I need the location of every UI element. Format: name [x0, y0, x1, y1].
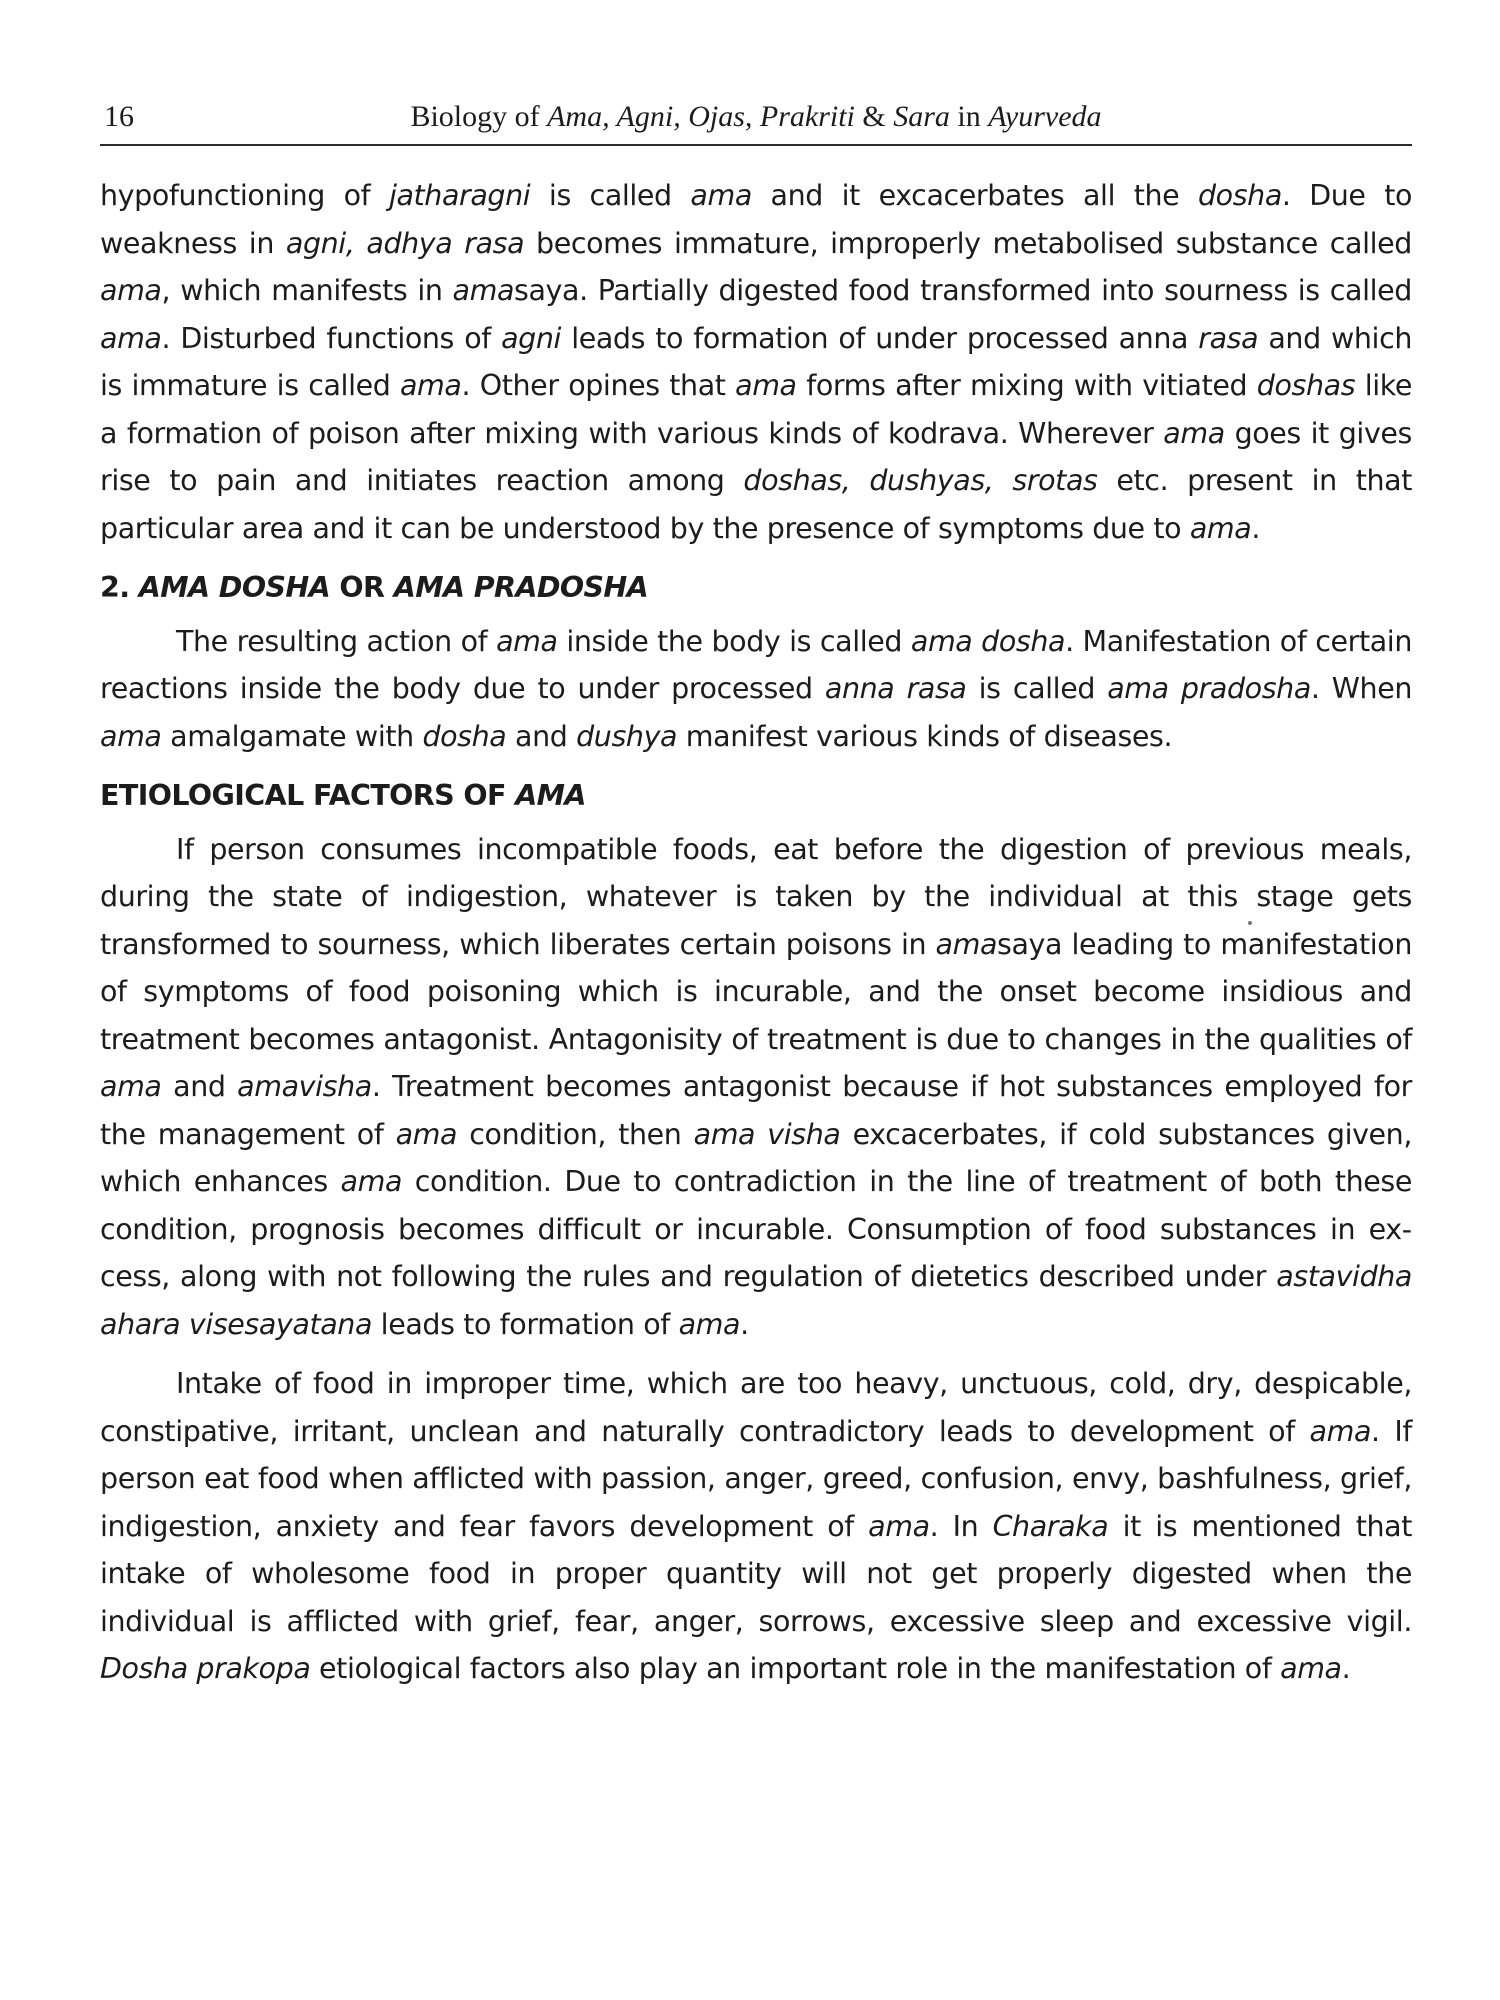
- text-run: condition, then: [457, 1117, 694, 1151]
- text-run: leads to formation of: [372, 1307, 679, 1341]
- italic-term: Charaka: [992, 1509, 1109, 1543]
- text-run: goes it gives rise to pain and initiates reaction among: [100, 416, 1412, 497]
- text-run: and: [161, 1070, 238, 1103]
- text-run: forms after mixing with vitiated: [796, 369, 1257, 402]
- italic-term: Dosha prakopa: [100, 1652, 311, 1685]
- italic-term: ama: [100, 719, 162, 753]
- title-part-italic: Ama, Agni, Ojas, Prakriti: [547, 100, 855, 133]
- text-run: saya leading to manifestation of symptoms of food poisoning which is incurable, and the onset become insidious and treatment becomes antagonist. Antagonisity of treatment is due to changes in the qualities of: [100, 927, 1412, 1056]
- body-text: [100, 172, 1412, 1693]
- italic-term: dushya: [576, 719, 678, 753]
- italic-term: ama: [1309, 1414, 1372, 1448]
- italic-term: doshas: [1256, 369, 1356, 402]
- italic-term: ama: [1163, 416, 1225, 450]
- italic-term: AMA DOSHA: [138, 571, 331, 604]
- italic-term: amavisha: [237, 1070, 372, 1103]
- book-page: [100, 0, 1412, 2000]
- italic-term: ama: [1280, 1652, 1342, 1685]
- text-run: . When: [1310, 672, 1413, 705]
- text-run: . Disturbed functions of: [161, 321, 502, 355]
- paragraph: [100, 1360, 1412, 1693]
- paragraph: [100, 172, 1412, 552]
- text-run: it is mentioned that intake of wholesome food in proper quantity will not get properly digested when the individual is afflicted with grief, fear, anger, sorrows, excessive sleep and excessive vigil.: [100, 1509, 1412, 1638]
- text-run: etiological factors also play an important role in the manifestation of: [310, 1652, 1281, 1685]
- title-part-italic: Sara: [893, 100, 950, 133]
- text-run: excacerbates, if cold substances given, which enhances: [100, 1117, 1413, 1198]
- text-run: . Due to weakness in: [100, 179, 1413, 260]
- page-number: 16: [104, 100, 134, 133]
- text-run: Intake of food in improper time, which are too heavy, unctuous, cold, dry, despicable, constipative, irritant, unclean and naturally contradictory leads to development of: [100, 1367, 1412, 1448]
- text-run: manifest various kinds of diseases.: [677, 719, 1173, 753]
- title-part-italic: Ayurveda: [988, 100, 1102, 133]
- text-run: like a formation of poison after mixing with various kinds of kodrava. Wherever: [100, 369, 1412, 450]
- italic-term: doshas, dushyas, srotas: [743, 464, 1098, 497]
- text-run: .: [1341, 1652, 1351, 1685]
- title-part: in: [949, 100, 989, 133]
- italic-term: ama: [678, 1307, 741, 1341]
- text-run: is called: [966, 672, 1108, 705]
- title-part: &: [854, 100, 894, 133]
- running-header: [100, 96, 1412, 146]
- italic-term: ama: [935, 927, 998, 961]
- text-run: is called: [530, 179, 691, 212]
- italic-term: dosha: [422, 719, 507, 753]
- italic-term: ama visha: [693, 1117, 841, 1151]
- italic-term: ama: [496, 624, 558, 658]
- italic-term: ama: [100, 321, 162, 355]
- text-run: If person consumes incompatible foods, eat before the digestion of previous meals, during the state of indigestion, whatever is taken by the individual at this stage gets transformed to sourness, which liberates certain poisons in: [100, 832, 1412, 961]
- text-run: and which is immature is called: [100, 321, 1412, 402]
- text-run: condition. Due to contradiction in the line of treatment of both these condition, prognosis becomes difficult or incurable. Consumption of food substances in excess, along with not following the rules and regulation of dietetics described under: [100, 1165, 1412, 1293]
- italic-term: jatharagni: [388, 179, 531, 212]
- text-run: 2.: [100, 571, 139, 604]
- italic-term: dosha: [1197, 179, 1282, 212]
- paragraph: [100, 618, 1412, 761]
- text-run: amalgamate with: [161, 719, 423, 753]
- italic-term: ama dosha: [910, 624, 1066, 658]
- italic-term: ama: [735, 369, 797, 402]
- paragraph: [100, 826, 1412, 1349]
- italic-term: astavidha ahara visesayatana: [100, 1260, 1412, 1341]
- italic-term: ama: [452, 274, 515, 307]
- italic-term: ama: [399, 369, 462, 402]
- italic-term: agni, adhya rasa: [285, 226, 525, 260]
- text-run: saya. Partially digested food transformed into sourness is called: [514, 274, 1412, 307]
- running-title: [100, 100, 1412, 134]
- italic-term: ama: [690, 179, 752, 212]
- text-run: , which manifests in: [161, 274, 453, 307]
- text-run: etc. present in that particular area and it can be understood by the presence of symptoms due to: [100, 464, 1412, 545]
- text-run: ETIOLOGICAL FACTORS OF: [100, 779, 516, 812]
- italic-term: ama: [868, 1509, 930, 1543]
- italic-term: anna rasa: [824, 672, 967, 705]
- italic-term: agni: [501, 321, 561, 355]
- text-run: and it excacerbates all the: [751, 179, 1198, 212]
- text-run: . In: [929, 1509, 993, 1543]
- text-run: . If person eat food when afflicted with passion, anger, greed, confusion, envy, bashfulness, grief, indigestion, anxiety and fear favors development of: [100, 1414, 1412, 1543]
- section-heading: [100, 772, 1412, 820]
- italic-term: ama: [100, 1070, 162, 1103]
- italic-term: ama: [340, 1165, 403, 1198]
- text-run: OR: [330, 571, 394, 604]
- italic-term: ama: [395, 1117, 458, 1151]
- section-heading: [100, 564, 1412, 612]
- text-run: inside the body is called: [557, 624, 911, 658]
- print-speck: [1248, 921, 1252, 925]
- text-run: . Treatment becomes antagonist because if hot substances employed for the management of: [100, 1070, 1412, 1151]
- italic-term: rasa: [1198, 321, 1259, 355]
- italic-term: ama: [1189, 511, 1252, 545]
- italic-term: AMA PRADOSHA: [393, 571, 649, 604]
- italic-term: ama pradosha: [1107, 672, 1311, 705]
- title-part: Biology of: [410, 100, 548, 133]
- text-run: The resulting action of: [176, 624, 497, 658]
- text-run: . Manifestation of certain reactions inside the body due to under processed: [100, 624, 1412, 705]
- italic-term: AMA: [515, 779, 586, 812]
- text-run: .: [740, 1307, 749, 1341]
- text-run: and: [506, 719, 577, 753]
- text-run: .: [1251, 511, 1260, 545]
- text-run: hypofunctioning of: [100, 179, 389, 212]
- text-run: . Other opines that: [461, 369, 736, 402]
- text-run: leads to formation of under processed anna: [561, 321, 1199, 355]
- italic-term: ama: [100, 274, 162, 307]
- text-run: becomes immature, improperly metabolised substance called: [524, 226, 1412, 260]
